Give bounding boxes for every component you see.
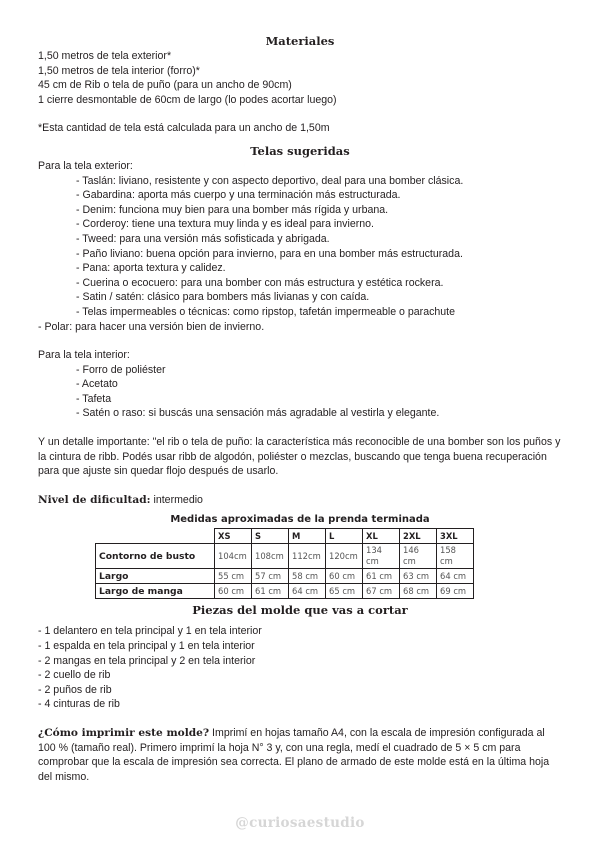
list-item: - Paño liviano: buena opción para invierno, para en una bomber más estructurada. (76, 247, 463, 260)
size-header: S (252, 529, 289, 544)
row-label: Largo (96, 569, 215, 584)
size-header: XS (215, 529, 252, 544)
table-cell: 112cm (289, 544, 326, 569)
list-item: - Tafeta (76, 392, 112, 405)
list-item: - 4 cinturas de rib (38, 698, 120, 711)
materiales-list (38, 49, 562, 107)
piezas-list (38, 624, 562, 712)
table-cell: 63 cm (400, 569, 437, 584)
table-row (96, 569, 474, 584)
materiales-title: Materiales (265, 34, 335, 48)
list-item: - Satén o raso: si buscás una sensación más agradable al vestirla y elegante. (76, 407, 440, 420)
interior-label: Para la tela interior: (38, 349, 130, 362)
list-item: - Telas impermeables o técnicas: como ripstop, tafetán impermeable o parachute (76, 305, 456, 318)
materiales-line: 1,50 metros de tela interior (forro)* (38, 64, 200, 77)
table-cell: 60 cm (215, 584, 252, 599)
table-row (96, 544, 474, 569)
imprimir-paragraph (38, 726, 562, 784)
watermark-footer: @curiosaestudio (235, 815, 365, 831)
list-item: - Denim: funciona muy bien para una bomber más rígida y urbana. (76, 203, 389, 216)
exterior-label: Para la tela exterior: (38, 159, 133, 172)
imprimir-label: ¿Cómo imprimir este molde? (38, 727, 210, 739)
list-item: - Gabardina: aporta más cuerpo y una terminación más estructurada. (76, 189, 401, 202)
size-header: L (326, 529, 363, 544)
list-item: - 2 mangas en tela principal y 2 en tela interior (38, 654, 256, 667)
row-label: Largo de manga (96, 584, 215, 599)
list-item: - Pana: aporta textura y calidez. (76, 262, 226, 275)
table-cell: 64 cm (289, 584, 326, 599)
dificultad-value: intermedio (150, 493, 203, 506)
table-cell: 64 cm (437, 569, 474, 584)
exterior-list (38, 174, 562, 320)
interior-list (38, 363, 562, 421)
materiales-line: 1 cierre desmontable de 60cm de largo (lo podes acortar luego) (38, 93, 337, 106)
list-item: - 1 espalda en tela principal y 1 en tela interior (38, 640, 255, 653)
materiales-note: *Esta cantidad de tela está calculada para un ancho de 1,50m (38, 122, 330, 135)
table-cell: 57 cm (252, 569, 289, 584)
table-cell: 158 cm (437, 544, 474, 569)
table-cell: 69 cm (437, 584, 474, 599)
list-item: - 1 delantero en tela principal y 1 en tela interior (38, 625, 262, 638)
materiales-line: 1,50 metros de tela exterior* (38, 50, 172, 62)
list-item: - Forro de poliéster (76, 363, 166, 376)
table-cell: 68 cm (400, 584, 437, 599)
table-cell: 60 cm (326, 569, 363, 584)
polar-item: - Polar: para hacer una versión bien de invierno. (38, 320, 265, 333)
table-header-row (96, 529, 474, 544)
row-label: Contorno de busto (96, 544, 215, 569)
list-item: - Satin / satén: clásico para bombers más livianas y con caída. (76, 291, 370, 304)
table-corner (96, 529, 215, 544)
table-cell: 65 cm (326, 584, 363, 599)
table-cell: 58 cm (289, 569, 326, 584)
piezas-title: Piezas del molde que vas a cortar (192, 603, 408, 618)
table-cell: 146 cm (400, 544, 437, 569)
list-item: - 2 puños de rib (38, 683, 112, 696)
dificultad-label: Nivel de dificultad: (38, 493, 151, 506)
size-header: M (289, 529, 326, 544)
table-cell: 61 cm (252, 584, 289, 599)
imprimir-text: Imprimí en hojas tamaño A4, con la escala de impresión configurada al 100 % (tamaño real). Primero imprimí la hoja N° 3 y, con una regla, medí el cuadrado de 5 × 5 cm para comprobar que la escala de impresión sea correcta. El plano de armado de este molde está en la última hoja del mismo. (38, 727, 550, 783)
table-cell: 55 cm (215, 569, 252, 584)
size-header: XL (363, 529, 400, 544)
size-header: 3XL (437, 529, 474, 544)
table-cell: 61 cm (363, 569, 400, 584)
telas-title: Telas sugeridas (250, 143, 350, 158)
table-cell: 108cm (252, 544, 289, 569)
medidas-title: Medidas aproximadas de la prenda terminada (170, 514, 430, 526)
list-item: - Tweed: para una versión más sofisticada y abrigada. (76, 232, 330, 245)
list-item: - 2 cuello de rib (38, 669, 111, 682)
table-row (96, 584, 474, 599)
size-header: 2XL (400, 529, 437, 544)
table-cell: 104cm (215, 544, 252, 569)
list-item: - Taslán: liviano, resistente y con aspecto deportivo, deal para una bomber clásica. (76, 174, 464, 187)
detalle-paragraph: Y un detalle importante: "el rib o tela de puño: la característica más reconocible de una bomber son los puños y la cintura de ribb. Podés usar ribb de algodón, poliéster o mezclas, buscando que tenga buena recuperación para que ajuste sin quedar flojo después de usarlo. (38, 436, 561, 478)
dificultad-line (38, 493, 562, 508)
list-item: - Corderoy: tiene una textura muy linda y es ideal para invierno. (76, 218, 374, 231)
medidas-table (95, 528, 474, 599)
materiales-line: 45 cm de Rib o tela de puño (para un ancho de 90cm) (38, 79, 292, 92)
list-item: - Cuerina o ecocuero: para una bomber con más estructura y estética rockera. (76, 276, 444, 289)
list-item: - Acetato (76, 378, 118, 391)
table-cell: 134 cm (363, 544, 400, 569)
table-cell: 67 cm (363, 584, 400, 599)
table-cell: 120cm (326, 544, 363, 569)
